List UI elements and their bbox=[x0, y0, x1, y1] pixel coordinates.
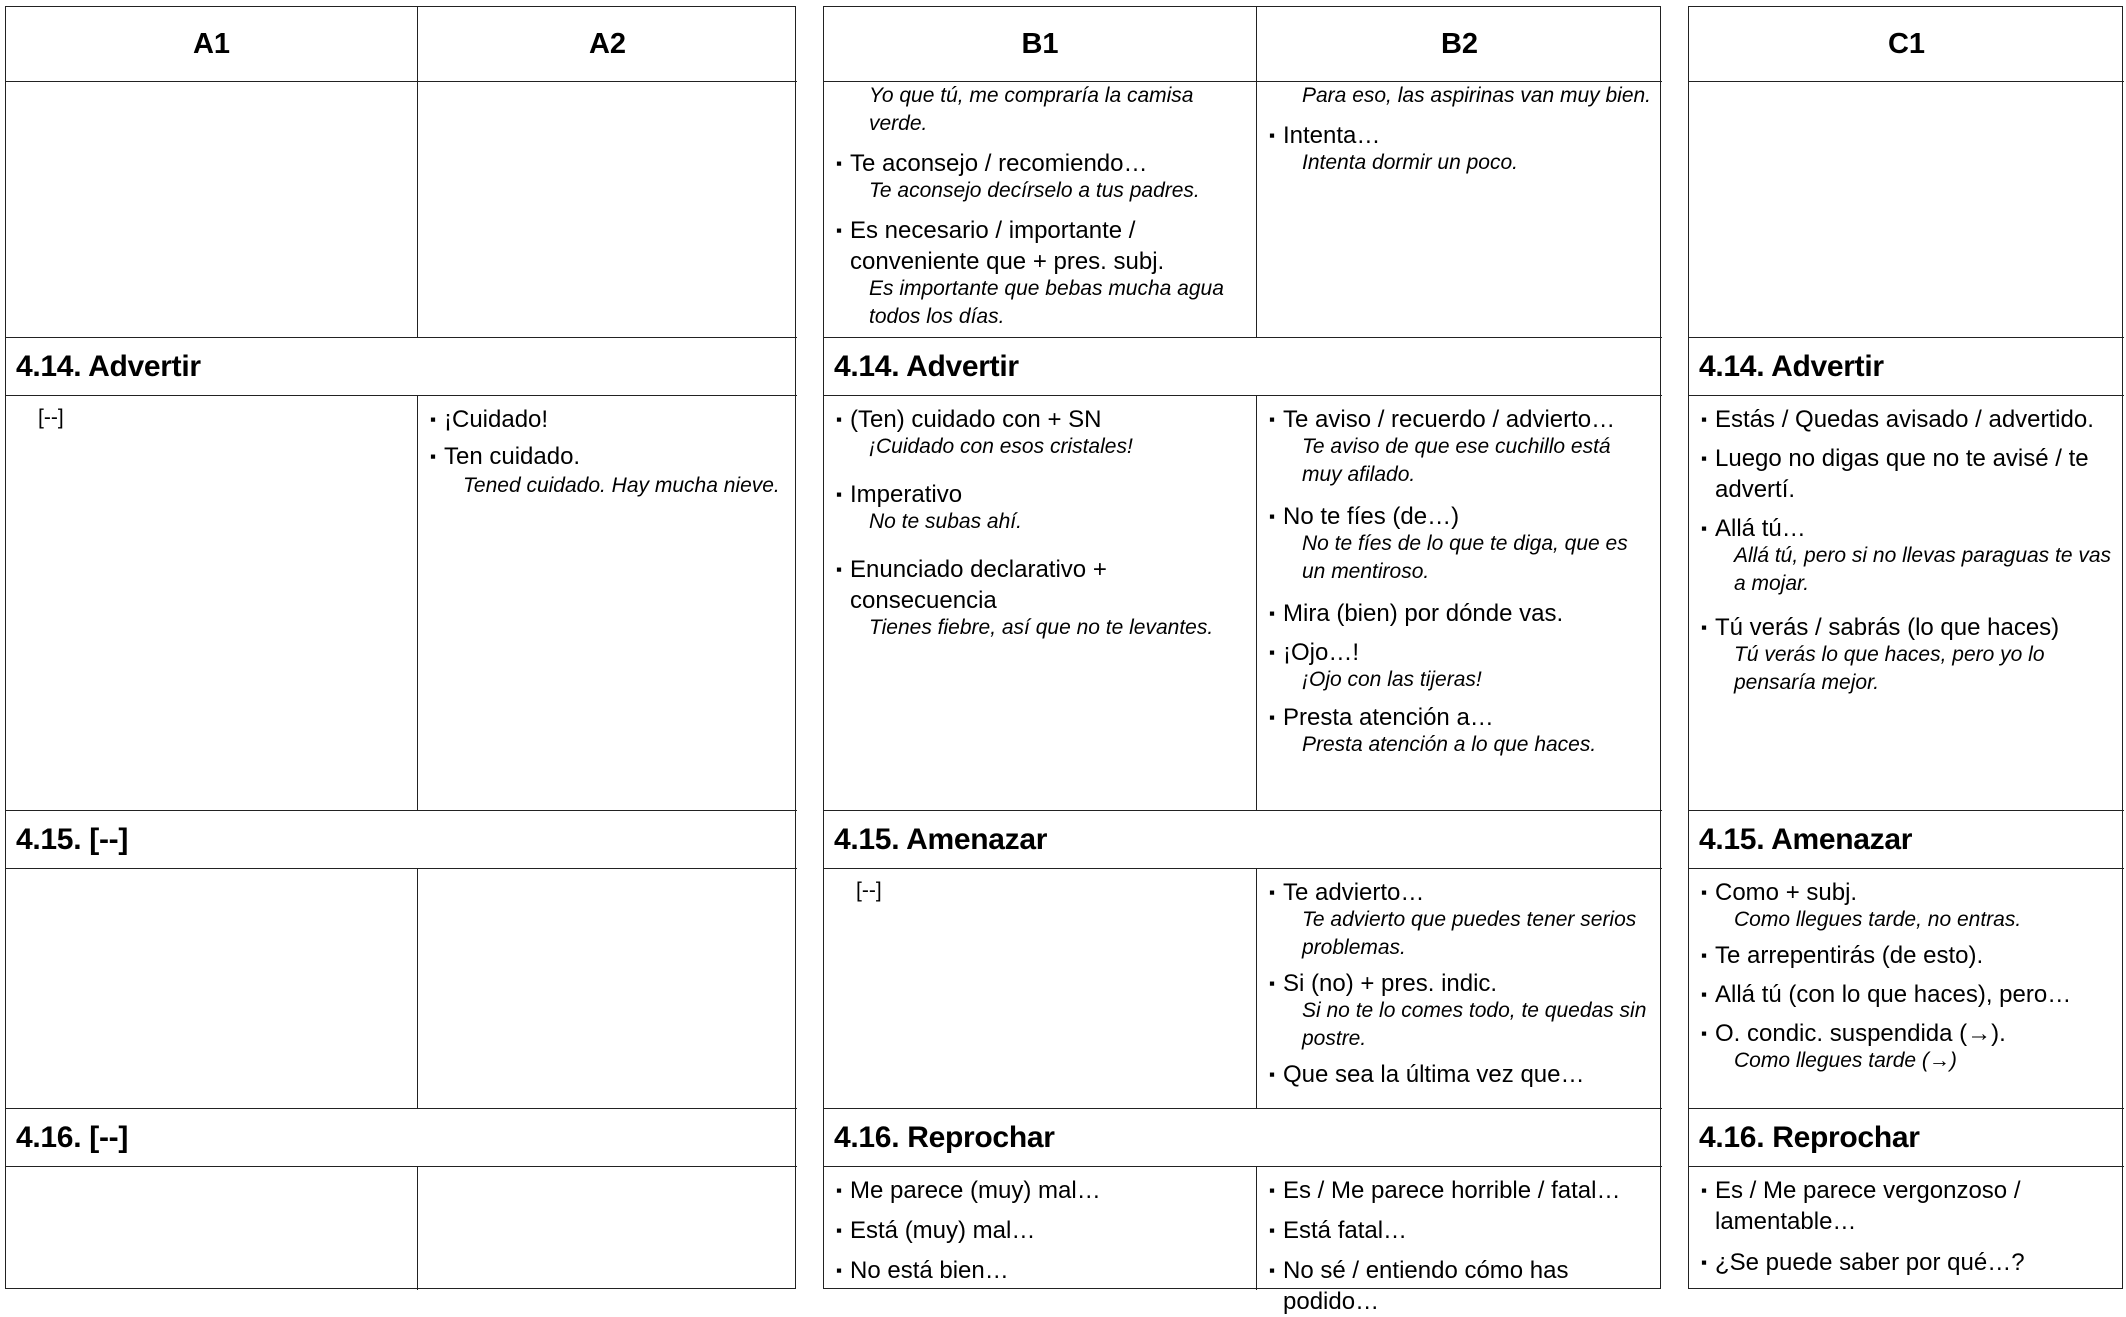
list-item: ▪ ¡Cuidado! bbox=[430, 404, 789, 435]
a2-amenazar-cell bbox=[418, 869, 797, 1109]
list-item: ▪ Allá tú… bbox=[1701, 513, 2116, 544]
b2-amenazar-cell bbox=[1257, 869, 1662, 1109]
list-item: ▪ Presta atención a… bbox=[1269, 702, 1654, 733]
example-text: Yo que tú, me compraría la camisa verde. bbox=[869, 84, 1194, 135]
example-text: No te subas ahí. bbox=[869, 510, 1022, 533]
column-header-a1: A1 bbox=[6, 7, 418, 82]
list-item: ▪ Está fatal… bbox=[1269, 1215, 1654, 1246]
list-item: ▪ Luego no digas que no te avisé / te advertí. bbox=[1701, 443, 2116, 505]
example-text: Allá tú, pero si no llevas paraguas te vas a mojar. bbox=[1734, 544, 2112, 595]
section-heading-4-14: 4.14. Advertir bbox=[824, 338, 1662, 396]
list-item: ▪ ¿Se puede saber por qué…? bbox=[1701, 1247, 2116, 1278]
section-heading-4-15: 4.15. [--] bbox=[6, 811, 797, 869]
a2-advertir-cell bbox=[418, 396, 797, 811]
b1-amenazar-cell bbox=[824, 869, 1257, 1109]
a2-top-cell bbox=[418, 82, 797, 338]
list-item: ▪ Es / Me parece horrible / fatal… bbox=[1269, 1175, 1654, 1206]
list-item: ▪ No sé / entiendo cómo has podido… bbox=[1269, 1255, 1654, 1317]
example-text: Como llegues tarde, no entras. bbox=[1734, 908, 2022, 931]
empty-marker: [--] bbox=[856, 879, 882, 902]
list-item: ▪ Está (muy) mal… bbox=[836, 1215, 1248, 1246]
example-text: Tienes fiebre, así que no te levantes. bbox=[869, 616, 1214, 639]
example-text: Tú verás lo que haces, pero yo lo pensaría mejor. bbox=[1734, 643, 2045, 694]
list-item: ▪ Tú verás / sabrás (lo que haces) bbox=[1701, 612, 2116, 643]
section-heading-4-14: 4.14. Advertir bbox=[1689, 338, 2124, 396]
list-item: ▪ Como + subj. bbox=[1701, 877, 2116, 908]
example-text: Te advierto que puedes tener serios problemas. bbox=[1302, 908, 1637, 959]
c1-reprochar-cell bbox=[1689, 1167, 2124, 1290]
list-item: ▪ No te fíes (de…) bbox=[1269, 501, 1654, 532]
list-item: ▪ Es / Me parece vergonzoso / lamentable… bbox=[1701, 1175, 2116, 1237]
table-c-levels bbox=[1688, 6, 2123, 1289]
example-text: Como llegues tarde (→) bbox=[1734, 1049, 1957, 1072]
list-item: ▪ ¡Ojo…! bbox=[1269, 637, 1654, 668]
list-item: ▪ Me parece (muy) mal… bbox=[836, 1175, 1248, 1206]
section-heading-4-16: 4.16. Reprochar bbox=[824, 1109, 1662, 1167]
list-item: ▪ Mira (bien) por dónde vas. bbox=[1269, 598, 1654, 629]
example-text: Te aviso de que ese cuchillo está muy afilado. bbox=[1302, 435, 1611, 486]
list-item: ▪ Allá tú (con lo que haces), pero… bbox=[1701, 979, 2116, 1010]
c1-top-cell bbox=[1689, 82, 2124, 338]
b1-advertir-cell bbox=[824, 396, 1257, 811]
example-text: Intenta dormir un poco. bbox=[1302, 151, 1518, 174]
list-item: ▪ Te advierto… bbox=[1269, 877, 1654, 908]
column-header-a2: A2 bbox=[418, 7, 797, 82]
list-item: ▪ Si (no) + pres. indic. bbox=[1269, 968, 1654, 999]
section-heading-4-16: 4.16. [--] bbox=[6, 1109, 797, 1167]
column-header-b1: B1 bbox=[824, 7, 1257, 82]
example-text: No te fíes de lo que te diga, que es un mentiroso. bbox=[1302, 532, 1628, 583]
section-heading-4-15: 4.15. Amenazar bbox=[1689, 811, 2124, 869]
a1-reprochar-cell bbox=[6, 1167, 418, 1290]
list-item: ▪ Enunciado declarativo + consecuencia bbox=[836, 554, 1248, 616]
list-item: ▪ O. condic. suspendida (→). bbox=[1701, 1018, 2116, 1049]
list-item: ▪ Te arrepentirás (de esto). bbox=[1701, 940, 2116, 971]
b1-top-cell bbox=[824, 82, 1257, 338]
a1-amenazar-cell bbox=[6, 869, 418, 1109]
column-header-b2: B2 bbox=[1257, 7, 1662, 82]
a1-top-cell bbox=[6, 82, 418, 338]
example-text: Si no te lo comes todo, te quedas sin postre. bbox=[1302, 999, 1647, 1050]
section-heading-4-14: 4.14. Advertir bbox=[6, 338, 797, 396]
column-header-c1: C1 bbox=[1689, 7, 2124, 82]
list-item: ▪ Ten cuidado. bbox=[430, 441, 789, 472]
example-text: ¡Ojo con las tijeras! bbox=[1302, 668, 1482, 691]
a2-reprochar-cell bbox=[418, 1167, 797, 1290]
list-item: ▪ (Ten) cuidado con + SN bbox=[836, 404, 1248, 435]
c1-advertir-cell bbox=[1689, 396, 2124, 811]
list-item: ▪ Que sea la última vez que… bbox=[1269, 1059, 1654, 1090]
b2-reprochar-cell bbox=[1257, 1167, 1662, 1315]
c1-amenazar-cell bbox=[1689, 869, 2124, 1109]
example-text: Tened cuidado. Hay mucha nieve. bbox=[463, 474, 780, 497]
b2-advertir-cell bbox=[1257, 396, 1662, 811]
list-item: ▪ Te aviso / recuerdo / advierto… bbox=[1269, 404, 1654, 435]
list-item: ▪ Te aconsejo / recomiendo… bbox=[836, 148, 1248, 179]
example-text: Presta atención a lo que haces. bbox=[1302, 733, 1597, 756]
b1-reprochar-cell bbox=[824, 1167, 1257, 1290]
example-text: ¡Cuidado con esos cristales! bbox=[869, 435, 1133, 458]
list-item: ▪ Es necesario / importante / conveniente que + pres. subj. bbox=[836, 215, 1248, 277]
b2-top-cell bbox=[1257, 82, 1662, 338]
list-item: ▪ Intenta… bbox=[1269, 120, 1654, 151]
list-item: ▪ No está bien… bbox=[836, 1255, 1248, 1286]
section-heading-4-16: 4.16. Reprochar bbox=[1689, 1109, 2124, 1167]
example-text: Es importante que bebas mucha agua todos los días. bbox=[869, 277, 1224, 328]
list-item: ▪ Estás / Quedas avisado / advertido. bbox=[1701, 404, 2116, 435]
table-a-levels bbox=[5, 6, 796, 1289]
list-item: ▪ Imperativo bbox=[836, 479, 1248, 510]
example-text: Para eso, las aspirinas van muy bien. bbox=[1302, 84, 1652, 107]
example-text: Te aconsejo decírselo a tus padres. bbox=[869, 179, 1200, 202]
a1-advertir-cell bbox=[6, 396, 418, 811]
empty-marker: [--] bbox=[38, 406, 64, 429]
table-b-levels bbox=[823, 6, 1661, 1315]
section-heading-4-15: 4.15. Amenazar bbox=[824, 811, 1662, 869]
